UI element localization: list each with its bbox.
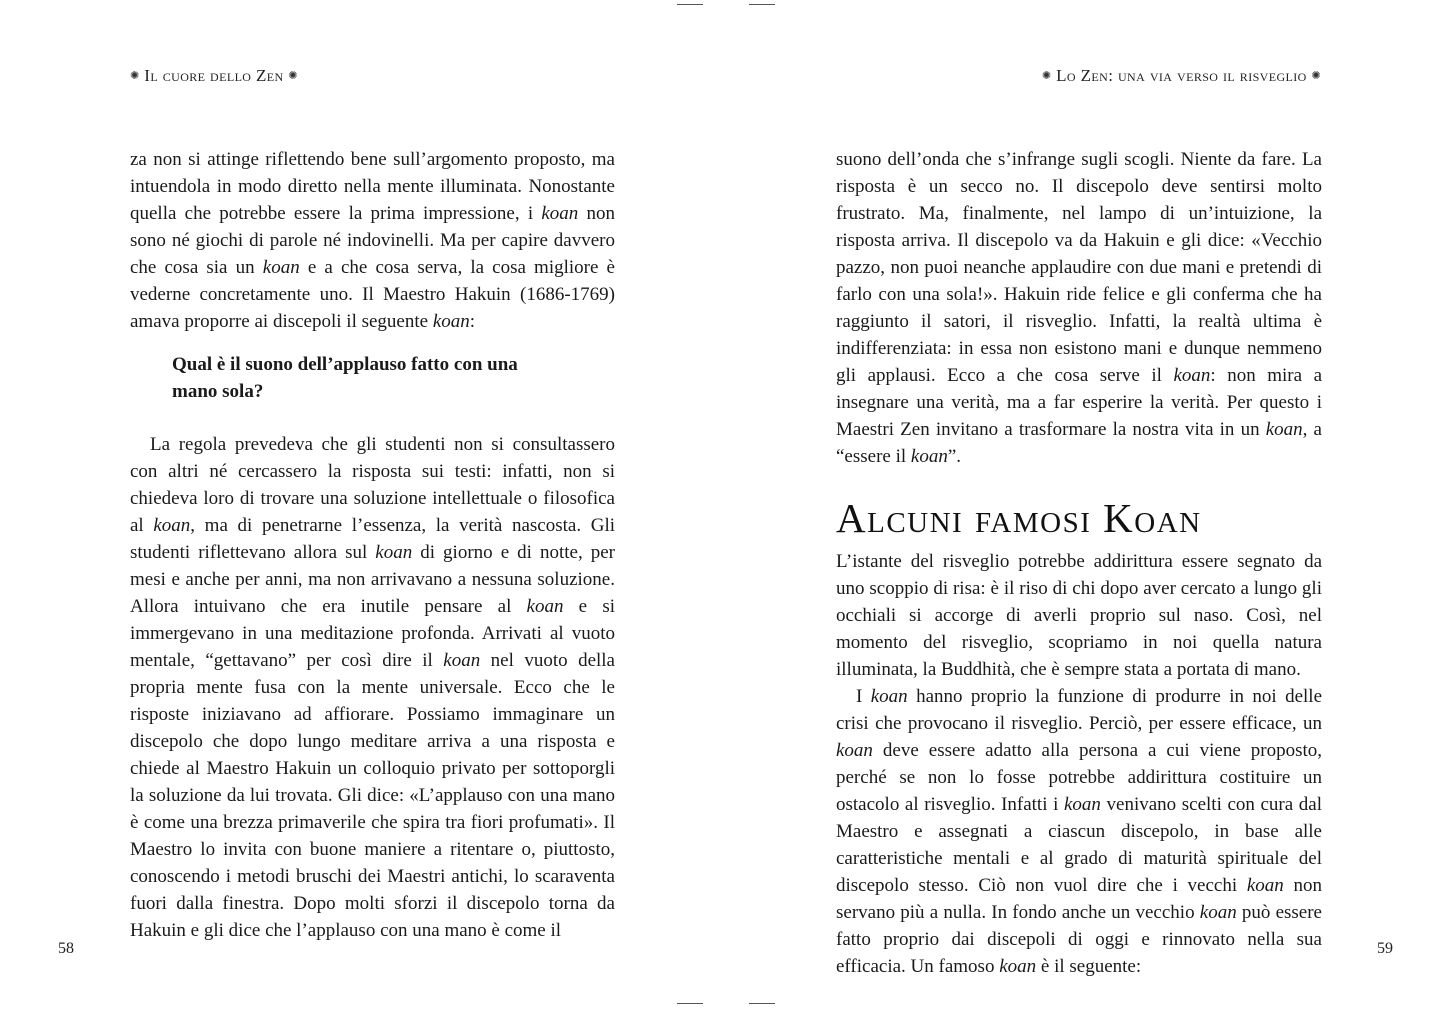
right-body-text-continued [836,548,1322,980]
ornament-icon: ✺ [130,70,140,82]
left-body-text [130,146,615,335]
italic-term: koan [443,650,481,671]
italic-term: koan [836,740,873,761]
italic-term: koan [1199,902,1237,923]
left-running-head-text: Il cuore dello Zen [144,66,284,85]
italic-term: koan [1246,875,1284,896]
text-run: è il seguente: [1036,956,1142,977]
paragraph [836,548,1322,683]
spacer [130,405,615,431]
italic-term: koan [375,542,413,563]
italic-term: koan [432,311,470,332]
italic-term: koan [999,956,1037,977]
text-run: za non si attinge riflettendo bene sull’argomento proposto, ma intuendola in modo diretto nella mente illuminata. Nonostante quella che potrebbe essere la prima impressione, i [130,149,615,224]
right-body-text [836,146,1322,470]
text-run: La regola prevedeva che gli studenti non si consultassero con altri né cercassero la risposta sui testi: infatti, non si chiedeva loro di trovare una soluzione intellettuale o filosofica al [130,434,615,536]
italic-term: koan [870,686,908,707]
text-run: I [856,686,871,707]
italic-term: koan [1173,365,1211,386]
text-run: può essere fatto proprio dai discepoli di oggi e rinnovato nella sua efficacia. Un famoso [836,902,1322,977]
paragraph [836,683,1322,980]
text-run: , a “essere il [836,419,1322,467]
text-run: L’istante del risveglio potrebbe addirittura essere segnato da uno scoppio di risa: è il riso di chi dopo aver cercato a lungo gli occhiali si accorge di averli proprio sul naso. Così, nel momento del risveglio, scopriamo in noi quella natura illuminata, la Buddhità, che è sempre stata a portata di mano. [836,551,1322,680]
right-running-head [1042,66,1321,86]
text-run: : non mira a insegnare una verità, ma a far esperire la verità. Per questo i Maestri Zen invitano a trasformare la nostra vita in un [836,365,1322,440]
left-column [130,146,615,944]
italic-term: koan [153,515,191,536]
text-run: deve essere adatto alla persona a cui viene proposto, perché se non lo fosse potrebbe addirittura costituire un ostacolo al risveglio. Infatti i [836,740,1322,815]
text-run: non servano più a nulla. In fondo anche un vecchio [836,875,1322,923]
paragraph [130,146,615,335]
italic-term: koan [1063,794,1101,815]
text-run: , ma di penetrarne l’essenza, la verità nascosta. Gli studenti riflettevano allora sul [130,515,616,563]
text-run: ”. [947,446,962,467]
text-run: nel vuoto della propria mente fusa con la mente universale. Ecco che le risposte iniziavano ad affiorare. Possiamo immaginare un discepolo che dopo lungo meditare arriva a una risposta e chiede al Maestro Hakuin un colloquio privato per sottoporgli la soluzione da lui trovata. Gli dice: «L’applauso con una mano è come una brezza primaverile che spira tra fiori profumati». Il Maestro lo invita con buone maniere a ritentare o, piuttosto, conoscendo i metodi bruschi dei Maestri antichi, lo scaraventa fuori dalla finestra. Dopo molti sforzi il discepolo torna da Hakuin e gli dice che l’applauso con una mano è come il [130,650,615,941]
text-run: suono dell’onda che s’infrange sugli scogli. Niente da fare. La risposta è un secco no. Il discepolo deve sentirsi molto frustrato. Ma, finalmente, nel lampo di un’intuizione, la risposta arriva. Il discepolo va da Hakuin e gli dice: «Vecchio pazzo, non puoi neanche applaudire con due mani e pretendi di farlo con una sola!». Hakuin ride felice e gli conferma che ha raggiunto il satori, il risveglio. Infatti, la realtà ultima è indifferenziata: in essa non esistono mani e dunque nemmeno gli applausi. Ecco a che cosa serve il [836,149,1322,386]
text-run: hanno proprio la funzione di produrre in noi delle crisi che provocano il risveglio. Perciò, per essere efficace, un [836,686,1322,734]
left-running-head [130,66,298,86]
crop-mark [677,1003,703,1004]
section-title: Alcuni famosi Koan [836,495,1202,541]
text-run: di giorno e di notte, per mesi e anche per anni, ma non arrivavano a nessuna soluzione. Allora intuivano che era inutile pensare al [130,542,615,617]
ornament-icon: ✺ [288,70,298,82]
left-page-number: 58 [58,940,74,957]
crop-mark [749,4,775,5]
italic-term: koan [541,203,579,224]
paragraph [130,431,615,944]
crop-mark [677,4,703,5]
text-run: e si immergevano in una meditazione profonda. Arrivati al vuoto mentale, “gettavano” per così dire il [130,596,615,671]
left-body-text-continued [130,431,615,944]
italic-term: koan [526,596,564,617]
italic-term: koan [910,446,948,467]
crop-mark [749,1003,775,1004]
ornament-icon: ✺ [1041,70,1052,82]
italic-term: koan [262,257,300,278]
text-run: : [469,311,476,332]
text-run: e a che cosa serva, la cosa migliore è vederne concretamente uno. Il Maestro Hakuin (1686-1769) amava proporre ai discepoli il seguente [130,257,615,332]
paragraph [836,146,1322,470]
right-column [836,146,1322,980]
text-run: non sono né giochi di parole né indovinelli. Ma per capire davvero che cosa sia un [130,203,616,278]
koan-quote: Qual è il suono dell’applauso fatto con una mano sola? [172,354,518,402]
right-page-number: 59 [1377,940,1393,957]
right-running-head-text: Lo Zen: una via verso il risveglio [1056,66,1307,85]
text-run: venivano scelti con cura dal Maestro e assegnati a ciascun discepolo, in base alle caratteristiche mentali e al grado di maturità spirituale del discepolo stesso. Ciò non vuol dire che i vecchi [836,794,1322,896]
italic-term: koan [1265,419,1303,440]
ornament-icon: ✺ [1311,70,1321,82]
